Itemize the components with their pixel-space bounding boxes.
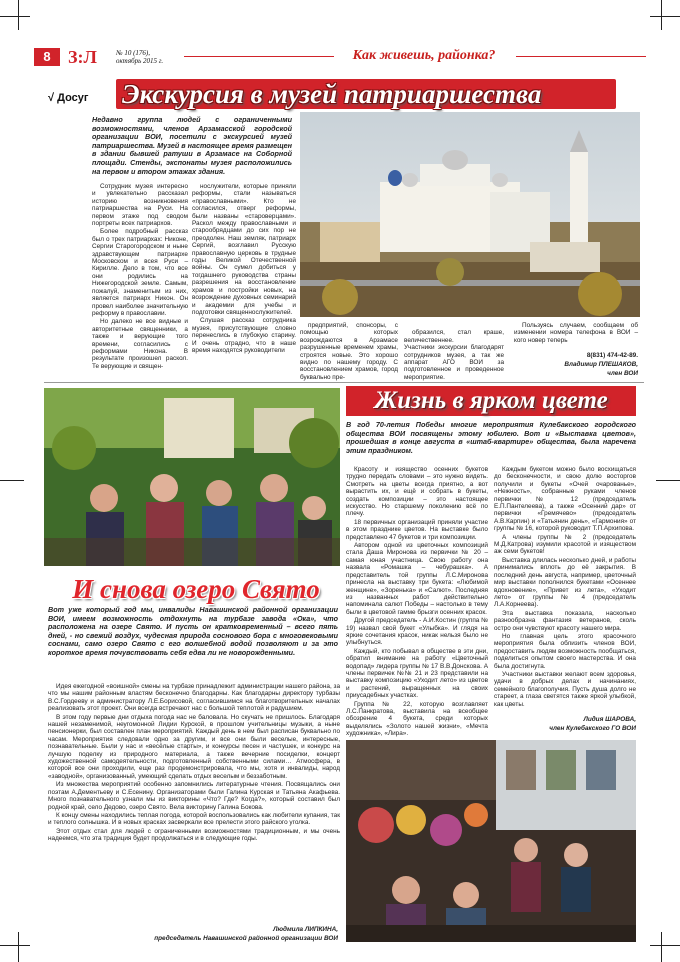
article2-col2-p2: А члены группы № 2 (председатель М.Д.Катрова) изумили красотой и изяществом аж семи букетов! xyxy=(494,533,636,556)
article1-column-2 xyxy=(192,183,296,355)
crop-mark-tr-h xyxy=(650,16,680,17)
lake-svyato-photo xyxy=(44,388,340,566)
article1-col3-p1: предприятий, спонсоры, с помощью которых возрождаются в Арзамасе разрушенные временем храмы, строятся новые. Это хорошо видно по нашему городу. С восстановлением храмов, город буквально пре- xyxy=(300,322,398,381)
article1-column-3 xyxy=(300,322,398,382)
article1-col1-p2: Более подробный рассказ был о трех патриархах: Никоне, Сергии Старогородском и ныне здравствующем патриархе Московском и всея Руси – Кирилле. Дело в том, что все они родились на Нижегородской земле. Самым, пожалуй, знаменитым из них, является патриарх Никон. Он провел наиболее значительную реформу в православии. xyxy=(92,228,188,317)
article2-col1-p1: Красоту и изящество осенних букетов трудно передать словами – это нужно видеть. Смотреть на цветы всегда приятно, а вот вырастить их, и ещё и собрать в букеты, создать композиции – это настоящее искусство. Но старшему поколению всё по плечу. xyxy=(346,466,488,518)
article2-col2-p4: Эта выставка показала, насколько разнообразна фантазия ветеранов, сколь остро они чувствуют красоту нашего мира. xyxy=(494,609,636,632)
issue-date: октябрь 2015 г. xyxy=(116,57,164,65)
article1-col1-p1: Сотрудник музея интересно и увлекательно рассказал историю возникновения патриаршества на Руси. На первом этаже под сводом портреты всех патриархов. xyxy=(92,183,188,228)
article3-author-role: председатель Навашинской районной организации ВОИ xyxy=(154,935,338,942)
crop-mark-mid-right xyxy=(656,480,680,481)
article2-author: Лидия ШАРОВА, xyxy=(583,716,636,723)
article2-column-1 xyxy=(346,466,488,739)
article1-author-role: член ВОИ xyxy=(607,370,638,377)
header-rule xyxy=(184,56,334,57)
article1-title: Экскурсия в музей патриаршества xyxy=(116,79,616,109)
crop-mark-br-v xyxy=(661,932,662,962)
issue-number: № 10 (176), xyxy=(116,49,151,57)
article1-column-4 xyxy=(404,322,504,390)
exhibition-illustration xyxy=(346,740,636,942)
article2-col1-p2: 18 первичных организаций приняли участие в этом празднике цветов. На выставке было представлено 47 букетов и три композиции. xyxy=(346,518,488,541)
article2-lead: В год 70-летия Победы многие мероприятия Кулебакского городского общества ВОИ посвящены этому юбилею. Вот и «Выставка цветов», прошедшая в конце августа в «штаб-квартире» общества, была наречена этим праздником. xyxy=(346,420,636,455)
monastery-illustration xyxy=(300,112,640,317)
crop-mark-mid-left xyxy=(0,480,24,481)
article1-col1-p3: Но далеко не все видные и авторитетные священники, а также и верующие того времени, согласились с реформами Никона. В результате произошел раскол. Те верующие и священ- xyxy=(92,318,188,370)
crop-mark-tr-v xyxy=(661,0,662,30)
article3-author: Людмила ЛИПКИНА, xyxy=(273,926,338,933)
article2-col1-p3: Автором одной из цветочных композиций стала Даша Миронова из первички № 20 – самая юная участница. Свою работу она назвала «Ромашка – чебурашка». А представитель той группы Л.С.Миронова принесла на выставку три букета: «Любимой женщине», «Зоренька» и «Салют». Последняя из названных работ действительно напоминала салют Победы – настолько в тему были в цветовой гамме брызги осенних красок. xyxy=(346,542,488,616)
crop-mark-br-h xyxy=(650,945,680,946)
article3-p1: Идея ежегодной «воишной» смены на турбазе принадлежит администрации нашего района, за что мы нашим районным властям бесконечно благодарны. Как благодарны директору турбазы В.С.Гордееву и администратору Л.Е.Борисовой, согласившимся на благотворительных началах реализовать этот проект. Они всегда встречают нас с большой теплотой и радушием. xyxy=(48,683,340,713)
article2-col1-p4: Другой председатель - А.И.Костин (группа № 19) назвал свой букет «Улыбка». И глядя на яркие сочетания красок, никак нельзя было не улыбнуться. xyxy=(346,617,488,647)
article1-column-5 xyxy=(514,322,638,345)
article1-col5-p1: Пользуясь случаем, сообщаем об изменении номера телефона в ВОИ – кого новер теперь xyxy=(514,322,638,344)
crop-mark-tl-v xyxy=(18,0,19,30)
article3-p2: В этом году первые дни отдыха погода нас не баловала. Но скучать не пришлось. Благодаря нашей незаменимой, неугомонной Лидии Курской, в прошлом учительницы музыки, а ныне пенсионерки, был составлен план мероприятий. Каждый день в нем был расписан буквально по часам. Мероприятия следовали одно за другим, и все они были веселые, интересные, познавательные. Были у нас и «весёлые старты», и конкурсы песен и частушек, и конкурс на лучшую поделку из природного материала, а также вечерние посиделки, концерт художественной самодеятельности, подготовленный собственными силами… Атмосфера, в которой все они проходили, еще раз продемонстрировала, что мы, хотя и инвалиды, народ «заводной», организованный, умеющий сделать отдых веселым и беззаботным. xyxy=(48,713,340,780)
article1-column-1 xyxy=(92,183,188,371)
article2-col2-p5: Но главная цель этого красочного мероприятия была облизить членов ВОИ, предоставить людям возможность пообщаться, поделиться опытом своего мастерства. И она была достигнута. xyxy=(494,632,636,670)
article2-col2-p6: Участники выставки желают всем здоровья, удачи в добрых делах и начинаниях, семейного благополучия. Пусть душа долго не стареет, а глаза светятся также яркой улыбкой, как цветы. xyxy=(494,670,636,708)
crop-mark-bl-v xyxy=(18,932,19,962)
article1-lead: Недавно группа людей с ограниченными возможностями, членов Арзамасской городской организации ВОИ, посетили с экскурсией музей патриаршества. Музей в настоящее время размещен в здании бывшей ратуши в Арзамасе на Соборной площади. Стенды, экспонаты музея расположились на первом и втором этажах здания. xyxy=(92,115,292,176)
group-photo-illustration xyxy=(44,388,340,566)
article3-body xyxy=(48,683,340,844)
article3-p3: Из множества мероприятий особенно запомнились литературные чтения. Посвящались они поэтам А.Дементьеву и С.Есенину. Организаторами были Галина Курская и Татьяна Акафьева. Много познавательного узнали мы из викторины «Что? Где? Когда?», который составил был родной край, село Дедово, озеро Свято. Вела викторину Галина Бокова. xyxy=(48,781,340,811)
rubric-title: Как живешь, районка? xyxy=(352,48,496,63)
crop-mark-bl-h xyxy=(0,945,30,946)
article2-column-2 xyxy=(494,466,636,709)
article2-col1-p6: Группа № 22, которую возглавляет Л.С.Панкратова, выставила на всеобщее обозрение 4 букета, среди которых выделялись «Золото нашей жизни», «Мечта художника», «Лира». xyxy=(346,700,488,738)
article1-col2-p2: Слушая рассказ сотрудника музея, присутствующие словно перенеслись в глубокую старину. И очень отрадно, что в наше время находятся руководители xyxy=(192,317,296,354)
article2-col1-p5: Каждый, кто побывал в обществе в эти дни, обратил внимание на работу «Цветочный водопад» лидера группы № 17 В.В.Донсковa. А члены первичек №№ 21 и 23 представили на выставку композицию «Уходит лето» из цветов и растений, выращенных на своих приусадебных участках. xyxy=(346,647,488,700)
page-number: 8 xyxy=(34,48,60,66)
article1-author: Владимир ПЛЕШАКОВ, xyxy=(564,361,638,368)
article1-col4-p1: образился, стал краше, величественнее. Участники экскурсии благодарят сотрудников музея, а так же аппарат АГО ВОИ за подготовленное и проведенное мероприятие. xyxy=(404,329,504,381)
article3-lead: Вот уже который год мы, инвалиды Навашинской районной организации ВОИ, имеем возможность отдохнуть на турбазе завода «Ока», что расположена на озере Свято. И пусть он кратковременный – всего пять дней, - но свежий воздух, чудесная природа соснового бора с многовековыми соснами, само озеро Свято с его волшебной водой позволяют и за это короткое время почувствовать себя едва ли не новорожденными. xyxy=(48,605,338,657)
newspaper-logo: З:Л xyxy=(68,47,97,67)
article1-phone: 8(831) 474-42-89. xyxy=(586,352,638,359)
article3-p4: К концу смены находились теплая погода, которой воспользовались как любители купания, так и теплого солнышка. И в новых красках засверкали все прелести этого райского уголка. xyxy=(48,811,340,827)
header-rule-right xyxy=(516,56,646,57)
article3-title: И снова озеро Свято xyxy=(72,574,320,604)
article2-author-role: член Кулебакского ГО ВОИ xyxy=(549,725,636,732)
article3-p5: Этот отдых стал для людей с ограниченными возможностями традиционным, и мы очень надеемся, что эта традиция будет продолжаться и в следующие годы. xyxy=(48,827,340,843)
section-divider xyxy=(44,382,644,383)
monastery-photo xyxy=(300,112,640,317)
article2-title: Жизнь в ярком цвете xyxy=(346,386,636,416)
crop-mark-tl-h xyxy=(0,16,30,17)
section-label: √ Досуг xyxy=(48,92,89,104)
flower-exhibition-photo xyxy=(346,740,636,942)
page-header xyxy=(34,46,646,68)
article1-col2-p1: нослужители, которые приняли реформы, стали называться «православными». Кто не согласился, отверг реформы, были названы «староверцами». Раскол между православными и старообрядцами до сих пор не преодолен. Наш земляк, патриарх Сергий, возглавил Русскую православную церковь в трудные годы Великой Отечественной войны. Он сумел добиться у тогдашнего руководства страны разрешения на восстановление храмов и постройки новых, на возрождение духовных семинарий и академии для учебы и подготовки священнослужителей. xyxy=(192,183,296,316)
article2-col2-p1: Каждым букетом можно было восхищаться до бесконечности, и свою долю восторгов получили и букеты «Очей очарованье», «Нежность», собранные руками членов первички № 12 (председатель Е.П.Пантелеева), а также «Осенний дар» от первички «Гремячево» (председатель А.В.Карпин) и «Татьянин день», «Гармония» от группы № 16, которой руководит Т.П.Архипова. xyxy=(494,466,636,533)
article2-col2-p3: Выставка длилась несколько дней, и работы принимались вплоть до её закрытия. В последний день августа, например, цветочный мир выставки пополнился букетами «Осеннее вдохновение», «Привет из лета», «Уходит лето» от группы № 4 (председатель Л.А.Корнеева). xyxy=(494,556,636,609)
